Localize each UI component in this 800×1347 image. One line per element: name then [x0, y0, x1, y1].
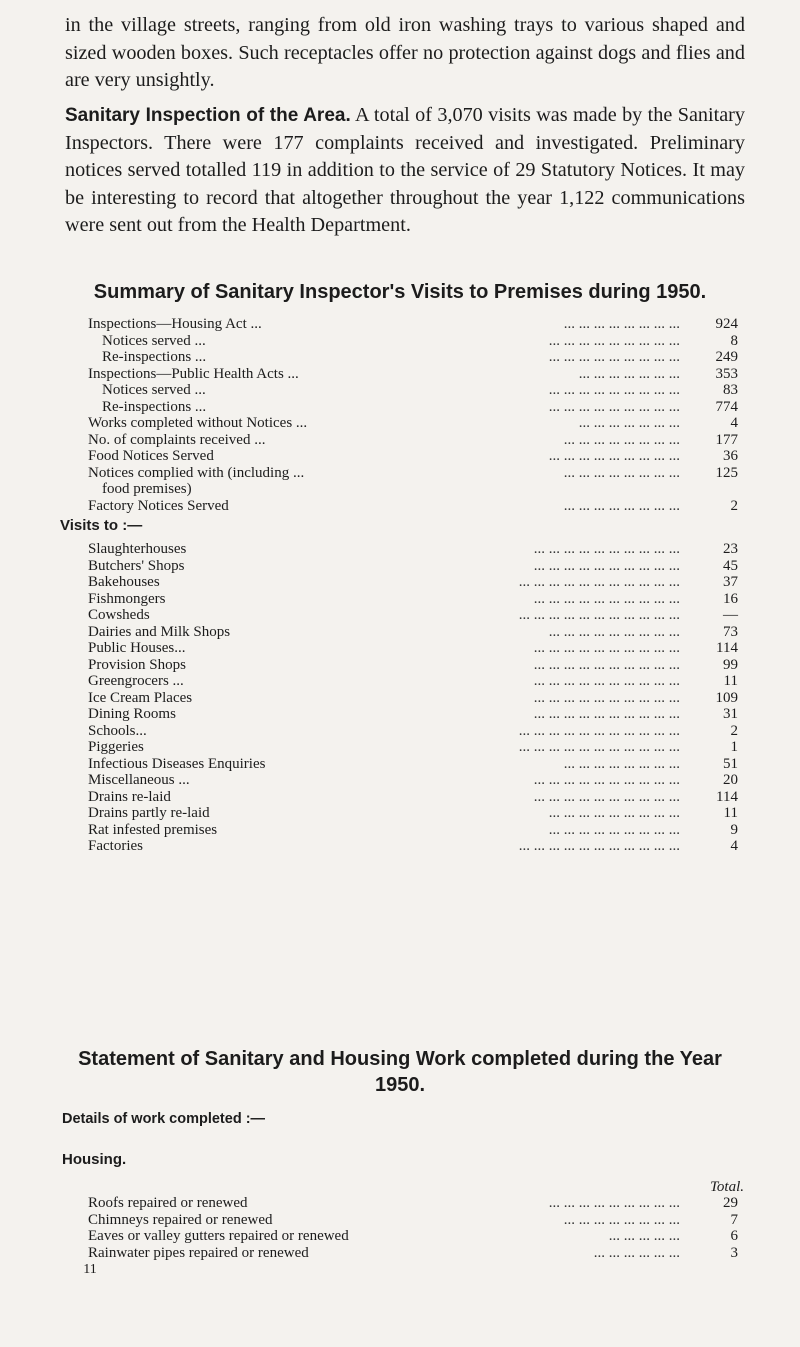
leader-dots: ... ... ... ... ... ... ... ... ... ... ... [518, 574, 680, 590]
item-value: 16 [723, 590, 738, 607]
item-value: 11 [723, 805, 738, 821]
item-value: 83 [723, 382, 738, 398]
item-value: 3 [730, 1244, 738, 1261]
item-label: Chimneys repaired or renewed [88, 1211, 273, 1228]
list-item [88, 756, 738, 773]
inspection-text: A total of 3,070 visits was made by the Sanitary Inspectors. There were 177 complaints received and investigated. Preliminary notices served totalled 119 in addition to the service of 29 Statutory Notices. It may be interesting to record that altogether throughout the year 1,122 communications were sent out from the Health Department. [65, 104, 745, 236]
statement-title-line1: Statement of Sanitary and Housing Work completed during the Year [78, 1048, 722, 1070]
item-value: 51 [723, 755, 738, 772]
item-label: Provision Shops [88, 656, 186, 673]
item-value: 23 [723, 541, 738, 557]
leader-dots: ... ... ... ... ... [608, 1228, 680, 1244]
list-item [88, 706, 738, 723]
list-item [88, 399, 738, 416]
leader-dots: ... ... ... ... ... ... ... ... ... ... ... [518, 838, 680, 854]
list-item [88, 772, 738, 789]
item-value: 4 [730, 415, 738, 431]
leader-dots: ... ... ... ... ... ... ... ... ... ... [533, 689, 680, 706]
summary-title: Summary of Sanitary Inspector's Visits to Premises during 1950. [93, 281, 707, 303]
leader-dots: ... ... ... ... ... ... ... ... ... [548, 332, 680, 349]
item-label: Dairies and Milk Shops [88, 623, 231, 640]
statement-title-line2: 1950. [374, 1074, 426, 1096]
item-value: 37 [723, 574, 738, 590]
list-item [88, 739, 738, 756]
list-item [88, 1195, 738, 1212]
list-item [88, 673, 738, 690]
list-item [88, 316, 738, 333]
list-item [88, 448, 738, 465]
item-value: 9 [730, 821, 738, 838]
list-item [88, 465, 738, 498]
list-item [88, 657, 738, 674]
list-item [88, 498, 738, 515]
item-label: Rat infested premises [88, 821, 218, 838]
list-item [88, 415, 738, 432]
item-label: Dining Rooms [88, 706, 176, 722]
leader-dots: ... ... ... ... ... ... ... ... ... ... [533, 541, 680, 557]
leader-dots: ... ... ... ... ... ... ... ... [563, 497, 680, 514]
item-value: 36 [723, 448, 738, 464]
leader-dots: ... ... ... ... ... ... ... ... ... [548, 382, 680, 398]
item-label: Factory Notices Served [88, 497, 229, 514]
leader-dots: ... ... ... ... ... ... ... ... ... ... [533, 656, 680, 673]
list-item [88, 1245, 738, 1262]
item-value: 6 [730, 1228, 738, 1244]
item-value: 249 [715, 349, 738, 365]
item-label: Schools... [88, 722, 147, 739]
item-value: 8 [730, 332, 738, 349]
housing-list [88, 1195, 738, 1261]
item-label: Greengrocers ... [88, 673, 184, 689]
item-value: 924 [715, 316, 738, 332]
leader-dots: ... ... ... ... ... ... ... ... ... ... [533, 640, 680, 656]
housing-heading: Housing. [62, 1151, 127, 1168]
item-label: Miscellaneous ... [88, 772, 190, 788]
item-label: Re-inspections ... [102, 349, 207, 365]
item-label: Inspections—Public Health Acts ... [88, 365, 299, 382]
leader-dots: ... ... ... ... ... ... ... ... ... [548, 398, 680, 415]
visits-list [88, 541, 738, 855]
list-item [88, 1212, 738, 1229]
list-item [88, 805, 738, 822]
leader-dots: ... ... ... ... ... ... ... ... [563, 1211, 680, 1228]
list-item [88, 822, 738, 839]
item-label: Eaves or valley gutters repaired or renewed [88, 1228, 349, 1244]
leader-dots: ... ... ... ... ... ... ... ... ... [548, 805, 680, 821]
leader-dots: ... ... ... ... ... ... ... ... ... [548, 349, 680, 365]
list-item [88, 366, 738, 383]
leader-dots: ... ... ... ... ... ... ... ... ... ... [533, 590, 680, 607]
leader-dots: ... ... ... ... ... ... ... ... [563, 431, 680, 448]
item-value: 31 [723, 706, 738, 722]
item-label: Fishmongers [88, 590, 166, 607]
item-label: Roofs repaired or renewed [88, 1195, 248, 1211]
item-label: Ice Cream Places [88, 689, 193, 706]
leader-dots: ... ... ... ... ... ... ... ... ... [548, 1195, 680, 1211]
item-value: 114 [716, 788, 738, 805]
leader-dots: ... ... ... ... ... ... ... ... [563, 755, 680, 772]
leader-dots: ... ... ... ... ... ... ... ... ... [548, 821, 680, 838]
item-label: Bakehouses [88, 574, 160, 590]
page-number: 11 [83, 1262, 97, 1277]
item-label: Rainwater pipes repaired or renewed [88, 1244, 309, 1261]
leader-dots: ... ... ... ... ... ... ... ... ... ... [533, 706, 680, 722]
item-value: 73 [723, 623, 738, 640]
leader-dots: ... ... ... ... ... ... ... [578, 415, 680, 431]
item-label: Notices served ... [102, 332, 206, 349]
item-value: 2 [730, 497, 738, 514]
leader-dots: ... ... ... ... ... ... ... ... ... [548, 623, 680, 640]
item-value: 1 [730, 739, 738, 755]
intro-paragraph: in the village streets, ranging from old iron washing trays to various shaped and sized wooden boxes. Such receptacles offer no protection against dogs and flies and are very unsightly. [65, 14, 745, 91]
item-label: Piggeries [88, 739, 144, 755]
item-label: Drains partly re-laid [88, 805, 210, 821]
item-label: No. of complaints received ... [88, 431, 266, 448]
inspection-paragraph [65, 102, 745, 240]
leader-dots: ... ... ... ... ... ... ... ... ... ... [533, 772, 680, 788]
item-value: 4 [730, 838, 738, 854]
leader-dots: ... ... ... ... ... ... ... [578, 365, 680, 382]
item-value: 2 [730, 722, 738, 739]
item-label: Factories [88, 838, 143, 854]
item-value: 11 [723, 673, 738, 689]
leader-dots: ... ... ... ... ... ... [593, 1244, 680, 1261]
item-label: Re-inspections ... [102, 398, 207, 415]
list-item [88, 607, 738, 624]
list-item [88, 432, 738, 449]
leader-dots: ... ... ... ... ... ... ... ... ... ... ... [518, 722, 680, 739]
list-item [88, 838, 738, 855]
item-value: 774 [715, 398, 738, 415]
item-value: 125 [715, 464, 738, 481]
list-item [88, 558, 738, 575]
item-label: Cowsheds [88, 607, 150, 623]
item-value: 114 [716, 640, 738, 656]
leader-dots: ... ... ... ... ... ... ... ... ... ... ... [518, 739, 680, 755]
item-label: Notices served ... [102, 382, 206, 398]
list-item [88, 1228, 738, 1245]
item-label: Public Houses... [88, 640, 186, 656]
list-item [88, 541, 738, 558]
item-label: Drains re-laid [88, 788, 171, 805]
item-label: Infectious Diseases Enquiries [88, 755, 266, 772]
list-item [88, 640, 738, 657]
list-item [88, 690, 738, 707]
leader-dots: ... ... ... ... ... ... ... ... ... ... ... [518, 607, 680, 623]
item-label: Notices complied with (including ... [88, 464, 305, 481]
list-item [88, 382, 738, 399]
item-value: 7 [730, 1211, 738, 1228]
item-value: — [723, 607, 738, 623]
item-value: 45 [723, 557, 738, 574]
leader-dots: ... ... ... ... ... ... ... ... ... ... [533, 673, 680, 689]
summary-list [88, 316, 738, 514]
item-value: 353 [715, 365, 738, 382]
item-value: 29 [723, 1195, 738, 1211]
leader-dots: ... ... ... ... ... ... ... ... ... ... [533, 557, 680, 574]
item-value: 177 [715, 431, 738, 448]
leader-dots: ... ... ... ... ... ... ... ... [563, 464, 680, 481]
item-label: Slaughterhouses [88, 541, 187, 557]
list-item [88, 591, 738, 608]
inspection-heading: Sanitary Inspection of the Area. [65, 105, 351, 126]
item-label: Food Notices Served [88, 448, 214, 464]
item-label: Butchers' Shops [88, 557, 185, 574]
total-label: Total. [709, 1179, 744, 1195]
visits-heading: Visits to :— [60, 517, 143, 534]
leader-dots: ... ... ... ... ... ... ... ... [563, 316, 680, 332]
item-value: 109 [715, 689, 738, 706]
item-value: 99 [723, 656, 738, 673]
list-item [88, 624, 738, 641]
item-value: 20 [723, 772, 738, 788]
list-item [88, 349, 738, 366]
list-item [88, 789, 738, 806]
leader-dots: ... ... ... ... ... ... ... ... ... [548, 448, 680, 464]
item-label: Inspections—Housing Act ... [88, 316, 262, 332]
list-item [88, 574, 738, 591]
leader-dots: ... ... ... ... ... ... ... ... ... ... [533, 788, 680, 805]
list-item [88, 723, 738, 740]
item-label: Works completed without Notices ... [88, 415, 308, 431]
list-item [88, 333, 738, 350]
item-label-continued: food premises) [102, 481, 192, 497]
details-label: Details of work completed :— [62, 1111, 266, 1127]
